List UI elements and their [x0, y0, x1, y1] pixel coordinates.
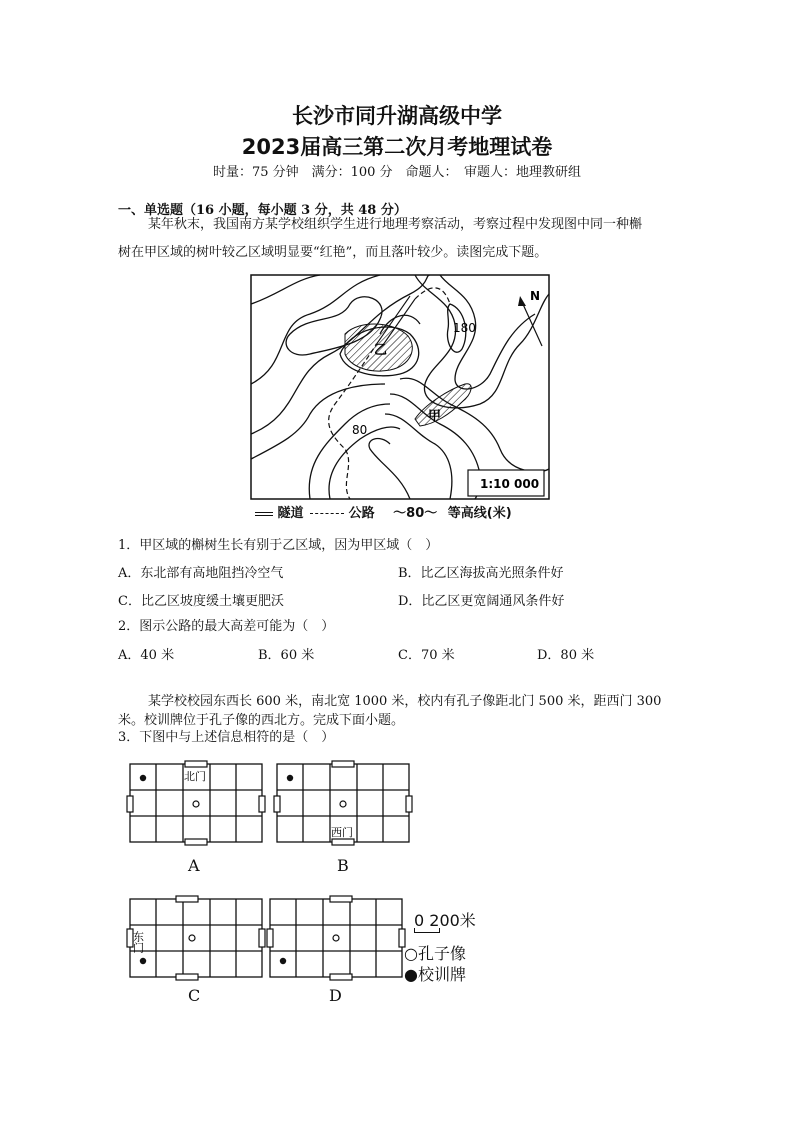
- intro-line-1: 某年秋末，我国南方某学校组织学生进行地理考察活动，考察过程中发现图中同一种槲: [148, 217, 643, 232]
- sign-marker-d: [280, 958, 286, 964]
- map-scale: 1:10 000: [480, 477, 540, 491]
- sign-marker-b: [287, 775, 293, 781]
- gates-c: [127, 896, 265, 980]
- campus-diagram-d: [266, 895, 406, 985]
- q1-option-b[interactable]: B．比乙区海拔高光照条件好: [398, 566, 564, 581]
- q3-intro-line-2: 米。校训牌位于孔子像的西北方。完成下面小题。: [118, 713, 405, 728]
- tunnel-symbol: [255, 512, 273, 516]
- statue-marker-a: [193, 801, 199, 807]
- contour-label-180: 180: [453, 321, 476, 335]
- q3-intro-line-1: 某学校校园东西长 600 米，南北宽 1000 米，校内有孔子像距北门 500 米，距西门 300: [148, 694, 662, 709]
- campus-diagram-c: [126, 895, 266, 985]
- q2-option-b[interactable]: B．60 米: [258, 648, 315, 663]
- legend-contour-symbol: ～80～: [393, 506, 438, 521]
- campus-diagram-b: [273, 760, 413, 850]
- q2-option-c[interactable]: C．70 米: [398, 648, 455, 663]
- campus-scale: 0 200米: [414, 911, 476, 930]
- gate-label-north-a: 北门: [184, 770, 206, 783]
- gate-label-west-b: 西门: [331, 826, 353, 839]
- zone-b-label: 乙: [374, 343, 388, 358]
- legend-statue: ○孔子像: [404, 944, 466, 963]
- campus-scale-bar: [414, 928, 440, 933]
- q1-option-a[interactable]: A．东北部有高地阻挡冷空气: [118, 566, 284, 581]
- statue-marker-c: [189, 935, 195, 941]
- contour-map: [250, 274, 550, 500]
- q1-option-c[interactable]: C．比乙区坡度缓土壤更肥沃: [118, 594, 284, 609]
- sign-marker-a: [140, 775, 146, 781]
- legend-sign: ●校训牌: [404, 965, 466, 984]
- q3-stem: 3．下图中与上述信息相符的是（ ）: [118, 730, 335, 745]
- q2-option-d[interactable]: D．80 米: [537, 648, 595, 663]
- gate-label-east-c: 东门: [131, 931, 145, 953]
- q2-stem: 2．图示公路的最大高差可能为（ ）: [118, 619, 335, 634]
- legend-tunnel: 隧道: [277, 506, 304, 521]
- exam-title: 2023届高三第二次月考地理试卷: [241, 135, 553, 159]
- diagram-label-d: D: [329, 986, 342, 1005]
- campus-diagram-a: [126, 760, 266, 850]
- diagram-label-c: C: [188, 986, 201, 1005]
- road-symbol: [310, 513, 344, 514]
- intro-line-2: 树在甲区域的树叶较乙区域明显要“红艳”，而且落叶较少。读图完成下题。: [118, 245, 548, 260]
- q1-stem: 1．甲区域的槲树生长有别于乙区域，因为甲区域（ ）: [118, 538, 439, 553]
- diagram-label-a: A: [188, 856, 200, 875]
- north-label: N: [530, 289, 541, 303]
- q1-option-d[interactable]: D．比乙区更宽阔通风条件好: [398, 594, 565, 609]
- map-frame: [251, 275, 549, 499]
- statue-marker-d: [333, 935, 339, 941]
- section-heading: 一、单选题（16 小题，每小题 3 分，共 48 分）: [118, 203, 407, 218]
- diagram-label-b: B: [337, 856, 349, 875]
- sign-marker-c: [140, 958, 146, 964]
- statue-marker-b: [340, 801, 346, 807]
- legend-road: 公路: [348, 506, 375, 521]
- legend-contour-label: 等高线(米): [447, 506, 512, 521]
- q2-option-a[interactable]: A．40 米: [118, 648, 175, 663]
- map-legend: [255, 502, 512, 521]
- contour-label-80: 80: [352, 423, 368, 437]
- exam-meta: 时量：75 分钟 满分：100 分 命题人： 审题人：地理教研组: [212, 165, 582, 180]
- school-name: 长沙市同升湖高级中学: [292, 104, 502, 128]
- zone-a-label: 甲: [428, 409, 442, 424]
